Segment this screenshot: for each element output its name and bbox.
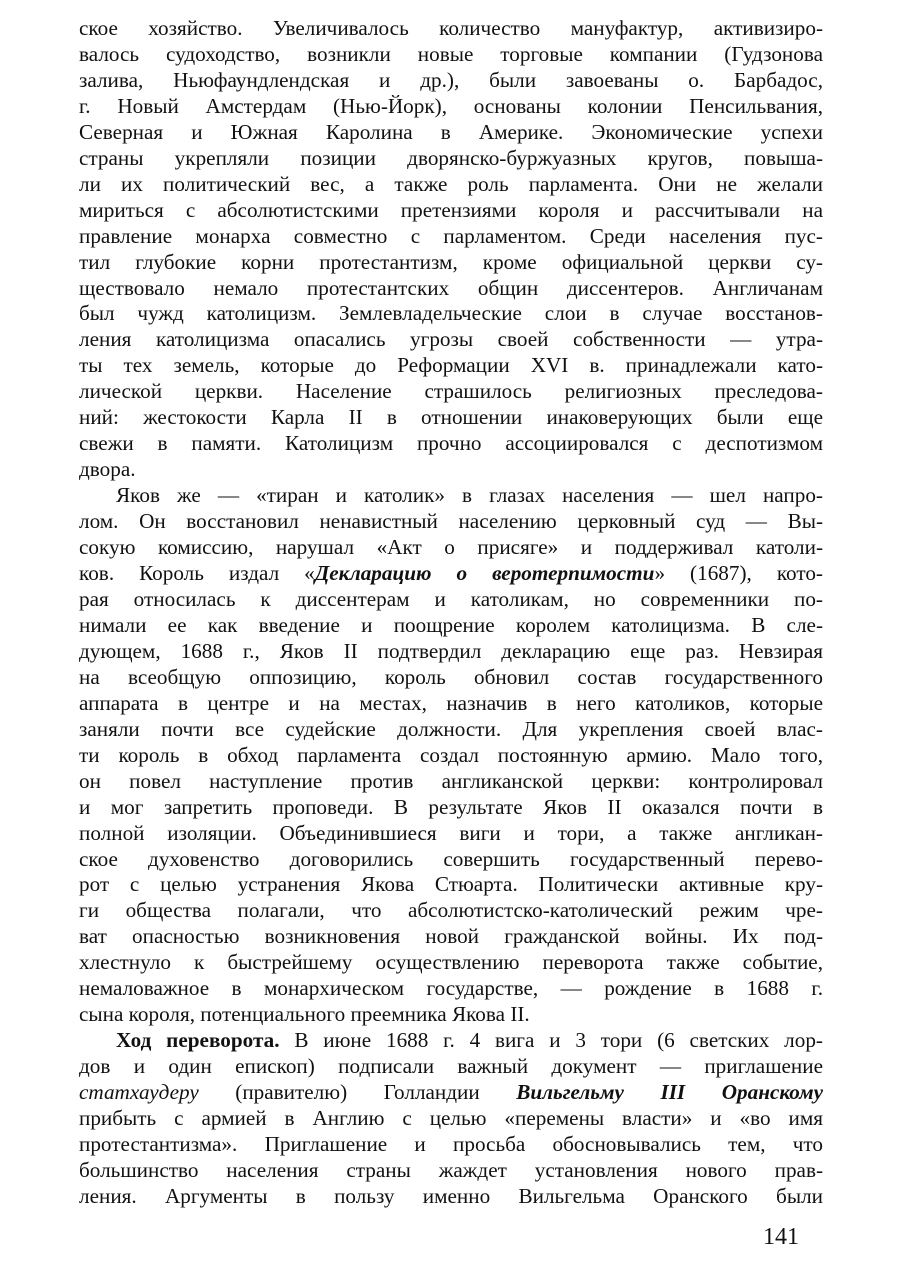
text-line-with-emphasis: [79, 1080, 823, 1106]
text-line: валось судоходство, возникли новые торговые компании (Гудзонова: [79, 41, 823, 66]
text-line: дующем, 1688 г., Яков II подтвердил декларацию еще раз. Невзирая: [79, 638, 823, 663]
text-line: ват опасностью возникновения новой гражданской войны. Их под-: [79, 924, 823, 949]
paragraph-1: [79, 16, 823, 483]
text-line: аппарата в центре и на местах, назначив в него католиков, которые: [79, 690, 823, 715]
text-line: ления. Аргументы в пользу именно Вильгельма Оранского были: [79, 1183, 823, 1208]
text-line: немаловажное в монархическом государстве, — рождение в 1688 г.: [79, 976, 823, 1001]
text-line: хлестнуло к быстрейшему осуществлению переворота также событие,: [79, 950, 823, 975]
text-line: рая относилась к диссентерам и католикам, но современники по-: [79, 586, 823, 611]
text-line-with-emphasis: [79, 561, 823, 587]
paragraph-2: [79, 483, 823, 1028]
text-line: ний: жестокости Карла II в отношении инаковерующих были еще: [79, 405, 823, 430]
text-line: лической церкви. Население страшилось религиозных преследова-: [79, 379, 823, 404]
text-line: он повел наступление против англиканской церкви: контролировал: [79, 768, 823, 793]
text-line: мириться с абсолютистскими претензиями короля и рассчитывали на: [79, 197, 823, 222]
text-line: тил глубокие корни протестантизм, кроме официальной церкви су-: [79, 249, 823, 274]
emphasized-term: Декларацию о веротерпимости: [314, 561, 655, 586]
text-line: двора.: [79, 457, 136, 482]
text-line: нимали ее как введение и поощрение королем католицизма. В сле-: [79, 612, 823, 637]
text-line: рот с целью устранения Якова Стюарта. Политически активные кру-: [79, 872, 823, 897]
text-line: ли их политический вес, а также роль парламента. Они не желали: [79, 171, 823, 196]
text-line: заняли почти все судейские должности. Для укрепления своей влас-: [79, 716, 823, 741]
text-line: залива, Ньюфаундлендская и др.), были завоеваны о. Барбадос,: [79, 67, 823, 92]
text-line: на всеобщую оппозицию, король обновил состав государственного: [79, 664, 823, 689]
text-run: ков. Король издал «: [79, 561, 315, 586]
emphasized-name: Вильгельму III Оранскому: [516, 1080, 824, 1105]
text-line: страны укрепляли позиции дворянско-буржуазных кругов, повыша-: [79, 145, 823, 170]
text-line: и мог запретить проповеди. В результате Яков II оказался почти в: [79, 794, 823, 819]
text-run: » (1687), кото-: [654, 561, 823, 586]
text-line: ти король в обход парламента создал постоянную армию. Мало того,: [79, 742, 823, 767]
text-line: был чужд католицизм. Землевладельческие слои в случае восстанов-: [79, 301, 823, 326]
paragraph-3: [79, 1028, 823, 1210]
text-line: Яков же — «тиран и католик» в глазах населения — шел напро-: [116, 483, 823, 508]
text-line: сокую комиссию, нарушал «Акт о присяге» и поддерживал католи-: [79, 535, 823, 560]
text-line: ществовало немало протестантских общин диссентеров. Англичанам: [79, 275, 823, 300]
section-run-in-heading: Ход переворота.: [116, 1028, 280, 1053]
text-run: В июне 1688 г. 4 вига и 3 тори (6 светских лор-: [279, 1028, 823, 1053]
text-line: дов и один епископ) подписали важный документ — приглашение: [79, 1054, 823, 1079]
text-line: ги общества полагали, что абсолютистско-католический режим чре-: [79, 898, 823, 923]
text-line-with-heading: [79, 1028, 823, 1054]
text-line: ты тех земель, которые до Реформации XVI в. принадлежали като-: [79, 353, 823, 378]
text-line: сына короля, потенциального преемника Якова II.: [79, 1002, 530, 1027]
text-line: г. Новый Амстердам (Нью-Йорк), основаны колонии Пенсильвания,: [79, 93, 823, 118]
emphasized-term: статхаудеру: [79, 1080, 199, 1105]
text-line: ское хозяйство. Увеличивалось количество мануфактур, активизиро-: [79, 16, 823, 40]
page-body: [79, 16, 823, 1210]
text-line: большинство населения страны жаждет установления нового прав-: [79, 1157, 823, 1182]
text-line: Северная и Южная Каролина в Америке. Экономические успехи: [79, 119, 823, 144]
text-line: правление монарха совместно с парламентом. Среди населения пус-: [79, 223, 823, 248]
text-line: прибыть с армией в Англию с целью «перемены власти» и «во имя: [79, 1106, 823, 1131]
text-line: ское духовенство договорились совершить государственный перево-: [79, 846, 823, 871]
text-line: свежи в памяти. Католицизм прочно ассоциировался с деспотизмом: [79, 431, 823, 456]
text-line: ления католицизма опасались угрозы своей собственности — утра-: [79, 327, 823, 352]
text-run: (правителю) Голландии: [198, 1080, 517, 1105]
text-line: лом. Он восстановил ненавистный населению церковный суд — Вы-: [79, 509, 823, 534]
page-number: 141: [763, 1224, 799, 1250]
text-line: полной изоляции. Объединившиеся виги и тори, а также англикан-: [79, 820, 823, 845]
text-line: протестантизма». Приглашение и просьба обосновывались тем, что: [79, 1131, 823, 1156]
